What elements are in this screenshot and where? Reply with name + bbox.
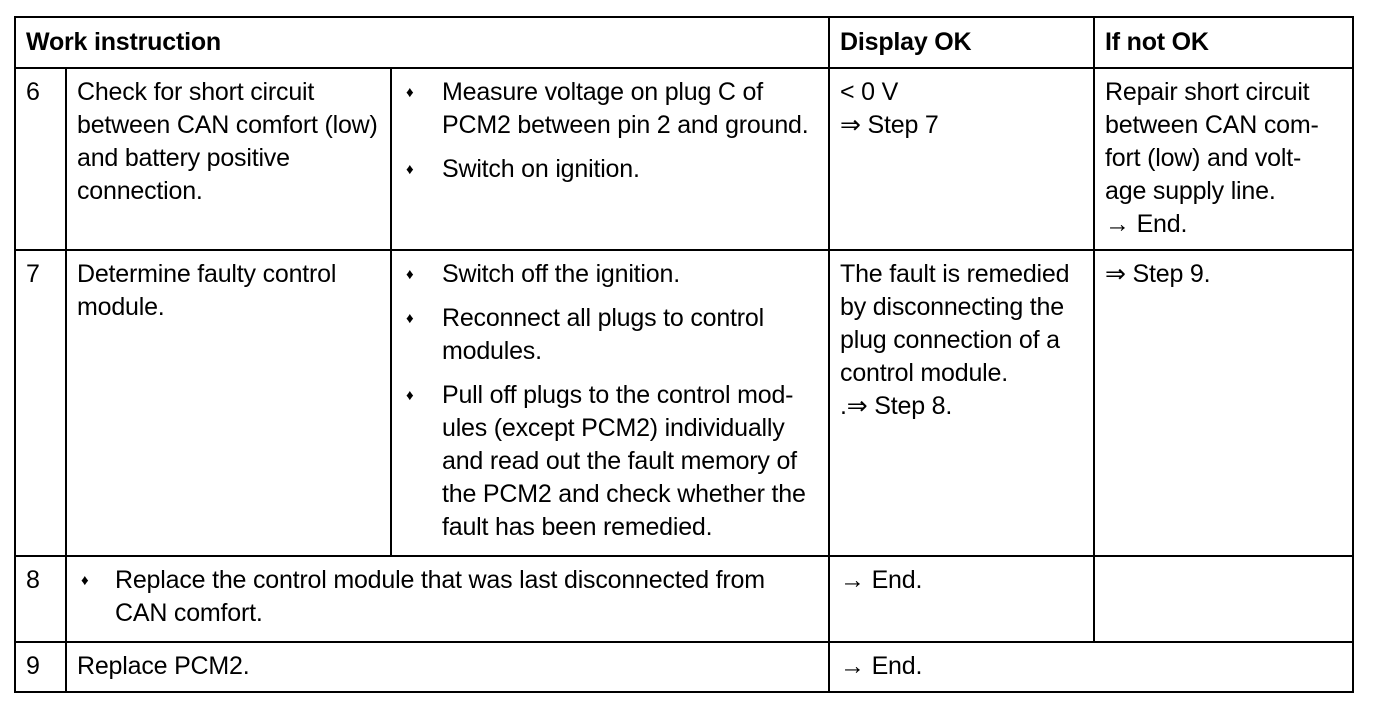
table-row: [15, 556, 1353, 642]
table-row: [15, 68, 1353, 250]
step-actions: [66, 556, 829, 642]
step-actions: [391, 68, 829, 250]
table-row: [15, 642, 1353, 692]
diamond-bullet-icon: ♦: [406, 310, 414, 327]
step-number: 7: [15, 250, 66, 556]
work-instruction-table: [14, 16, 1354, 693]
display-ok-cell: → End.: [829, 642, 1353, 692]
display-ok-cell: The fault is remedied by disconnecting the plug connection of a control module. .⇒ Step 8.: [829, 250, 1094, 556]
step-description: Replace PCM2.: [66, 642, 829, 692]
table-header-row: [15, 17, 1353, 68]
diamond-bullet-icon: ♦: [406, 266, 414, 283]
if-not-ok-cell: [1094, 556, 1353, 642]
step-description: Determine faulty control module.: [66, 250, 391, 556]
step-number: 8: [15, 556, 66, 642]
diamond-bullet-icon: ♦: [406, 387, 414, 404]
diamond-bullet-icon: ♦: [406, 161, 414, 178]
display-ok-cell: → End.: [829, 556, 1094, 642]
diamond-bullet-icon: ♦: [81, 572, 89, 589]
action-item: ♦ Switch off the ignition.: [402, 258, 818, 291]
header-if-not-ok: If not OK: [1094, 17, 1353, 68]
action-item: ♦ Reconnect all plugs to control modules.: [406, 304, 764, 365]
action-item: ♦ Switch on ignition.: [402, 153, 818, 186]
header-work-instruction: Work instruction: [15, 17, 829, 68]
step-number: 6: [15, 68, 66, 250]
diamond-bullet-icon: ♦: [406, 84, 414, 101]
step-actions: [391, 250, 829, 556]
if-not-ok-cell: ⇒ Step 9.: [1094, 250, 1353, 556]
step-description: Check for short circuit between CAN comfort (low) and battery positive connection.: [66, 68, 391, 250]
table-row: [15, 250, 1353, 556]
if-not-ok-cell: Repair short circuit between CAN com- fort (low) and volt- age supply line. → End.: [1094, 68, 1353, 250]
action-item: ♦ Measure voltage on plug C of PCM2 between pin 2 and ground.: [406, 78, 809, 139]
action-item: ♦ Replace the control module that was last disconnected from CAN comfort.: [81, 566, 765, 627]
display-ok-cell: < 0 V ⇒ Step 7: [829, 68, 1094, 250]
step-number: 9: [15, 642, 66, 692]
action-item: ♦ Pull off plugs to the control mod-ules (except PCM2) individually and read out the fault memory of the PCM2 and check whether the fault has been remedied.: [406, 381, 806, 541]
header-display-ok: Display OK: [829, 17, 1094, 68]
